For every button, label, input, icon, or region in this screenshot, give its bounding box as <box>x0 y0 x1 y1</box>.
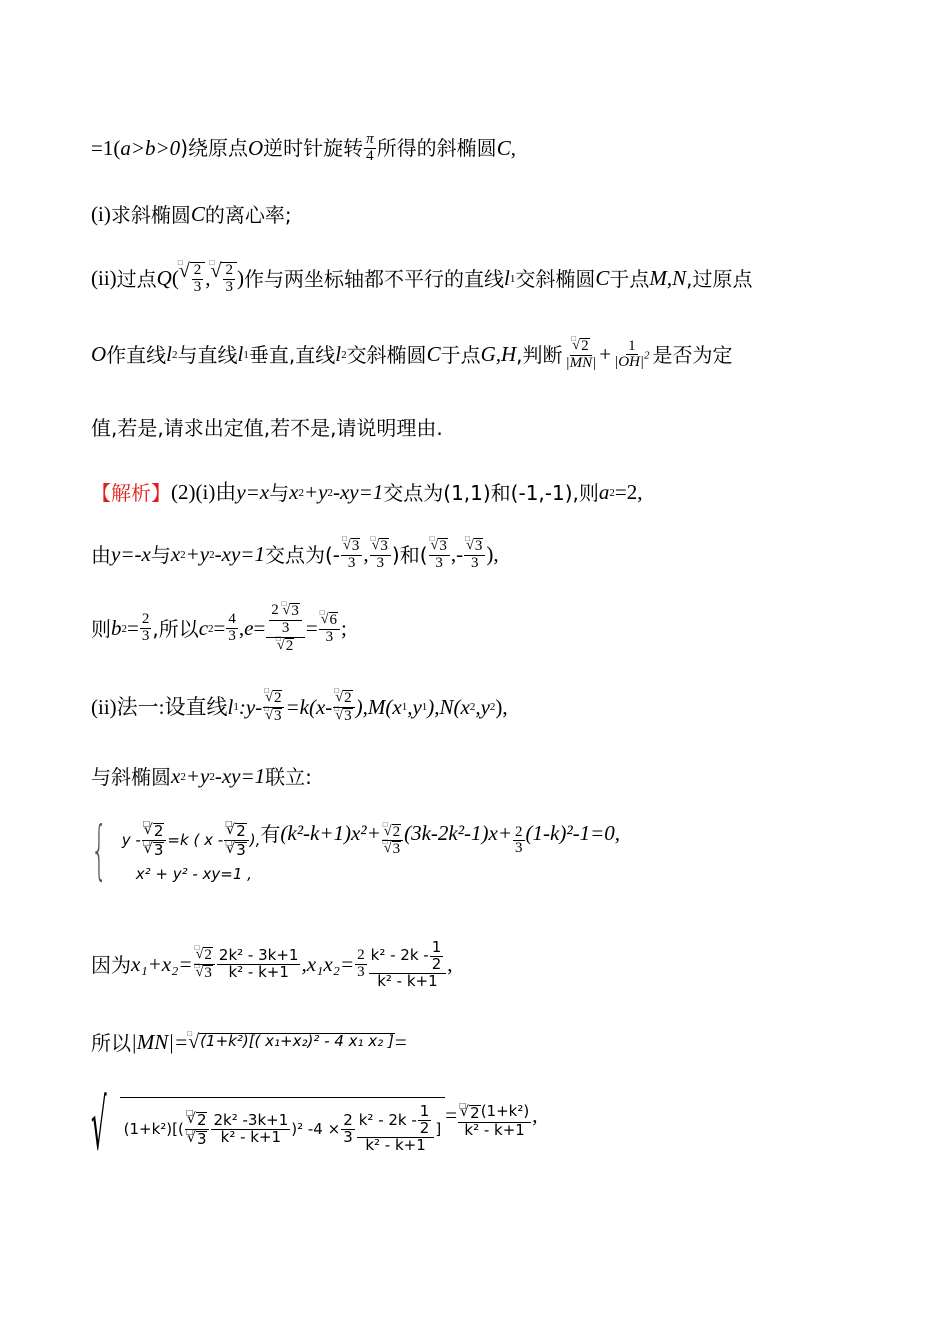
var-y: +y <box>185 764 210 788</box>
numerator: 2 <box>357 947 365 964</box>
fraction-sqrt2-over-MN <box>564 338 599 372</box>
fraction-2-over-3 <box>140 612 152 645</box>
text: =k ( x - <box>167 830 224 849</box>
fraction-4-over-3 <box>226 612 238 645</box>
sqrt-icon: □ √ 3 <box>226 842 247 859</box>
text: ,所以 <box>152 616 199 641</box>
equation: y=-x <box>111 542 151 567</box>
denominator: k² - k+1 <box>464 1121 525 1139</box>
comma-minus: ,- <box>450 542 464 567</box>
var-C: C <box>496 135 511 160</box>
equation: :y- <box>238 694 263 719</box>
text: 求斜椭圆 <box>110 202 191 227</box>
numerator: 2 <box>141 611 150 628</box>
numerator: 2 <box>193 262 202 278</box>
text: 作与两坐标轴都不平行的直线 <box>243 266 504 291</box>
denominator: 3 <box>470 554 479 571</box>
sqrt-icon: √ <box>91 1084 107 1166</box>
numerator <box>370 538 391 556</box>
text: = <box>394 1030 407 1054</box>
sqrt-icon: □ √ 3 <box>187 1131 208 1148</box>
solution-MN <box>91 1032 407 1053</box>
numerator: 2k² - 3k+1 <box>218 946 299 965</box>
denominator: 3 <box>193 278 202 295</box>
var-C: C <box>426 342 441 367</box>
text: ), <box>486 542 499 567</box>
numerator: 1 <box>431 938 442 956</box>
var-y: +y <box>185 542 210 567</box>
solution-final <box>91 1084 538 1166</box>
equation: ,y <box>475 694 490 719</box>
denominator <box>263 708 284 725</box>
text: )和( <box>391 542 428 567</box>
fraction-sqrt3-over-3 <box>429 538 450 572</box>
radicand: 2 <box>344 690 352 706</box>
text: (2)(i)由 <box>171 480 237 504</box>
sqrt-icon: □ √ 2 <box>277 638 294 655</box>
text: =1( <box>91 135 121 160</box>
text: 由 <box>91 542 111 567</box>
denominator: k² - k+1 <box>365 1135 426 1154</box>
denominator <box>333 708 354 725</box>
denominator: k² - k+1 <box>220 1127 282 1146</box>
fraction-sqrt2-over-sqrt3 <box>185 1111 210 1148</box>
fraction-sum <box>217 948 301 981</box>
superscript: 2 <box>644 349 650 362</box>
var-a: a <box>598 480 610 504</box>
inner-fraction <box>269 603 302 637</box>
var-y: +y <box>303 480 328 504</box>
text: )² -4 × <box>291 1119 341 1138</box>
sqrt-icon: □ √ $\frac{2}{3}$ <box>179 262 205 296</box>
text: (ii)法一:设直线 <box>91 694 228 719</box>
denominator <box>142 841 167 859</box>
sqrt-icon: □ √ 6 <box>321 612 338 629</box>
numerator: π <box>366 131 374 147</box>
denominator: 3 <box>281 619 290 636</box>
denominator: k² - k+1 <box>228 963 289 982</box>
sqrt-icon: □ √ 2 <box>572 338 589 355</box>
equation: (1-k)²-1=0, <box>525 821 621 846</box>
fraction-sqrt3-over-3 <box>370 538 391 572</box>
var-C: C <box>595 266 610 291</box>
denominator: 3 <box>141 628 150 645</box>
numerator: 2k² -3k+1 <box>213 1110 289 1129</box>
text: 交点为(- <box>264 542 340 567</box>
text: 是否为定 <box>652 342 733 367</box>
radicand: 6 <box>329 611 338 628</box>
fraction-pi-over-4 <box>364 132 376 165</box>
solution-label: 【解析】 <box>91 480 171 505</box>
var-Q: Q <box>156 266 172 291</box>
text: 作直线 <box>106 342 167 367</box>
text: 所以 <box>91 1030 131 1055</box>
equation: y=x <box>236 480 270 504</box>
denominator: 3 <box>435 554 443 571</box>
equals: = <box>127 616 139 641</box>
text: , <box>447 952 453 977</box>
radicand: (1+k²)[( x₁+x₂)² - 4 x₁ x₂ ] <box>200 1031 394 1050</box>
equation: =k(x- <box>285 694 333 719</box>
text: (1+k²) <box>480 1102 530 1121</box>
numerator <box>357 1104 435 1138</box>
plus: + <box>599 342 612 367</box>
var-l: l <box>335 342 342 367</box>
sqrt-icon: □ √ 3 <box>372 538 389 555</box>
equation: (k²-k+1)x²+ <box>280 821 381 846</box>
text: ,过原点 <box>686 266 753 291</box>
text: ), <box>249 830 261 849</box>
sqrt-icon: □ √ 3 <box>431 538 448 555</box>
equation: ),M(x <box>355 694 402 719</box>
denominator <box>275 638 296 655</box>
denominator <box>194 965 215 982</box>
half-fraction: $\frac{1}{2}$ <box>419 1102 430 1138</box>
half-fraction <box>430 940 444 973</box>
radicand: 3 <box>351 538 360 554</box>
numerator <box>570 338 591 356</box>
text: 与斜椭圆 <box>91 764 171 789</box>
numerator <box>341 538 362 556</box>
equation: ,y <box>407 694 422 719</box>
var-b: b <box>111 616 122 641</box>
text: 交斜椭圆 <box>346 342 427 367</box>
fraction-2-over-3 <box>513 825 525 858</box>
text: 与直线 <box>177 342 238 367</box>
equals: = <box>305 616 318 641</box>
text: 则 <box>91 616 111 641</box>
fraction-product <box>369 940 447 989</box>
system-row-1 <box>122 822 261 859</box>
radicand: 3 <box>273 707 282 724</box>
text: 交斜椭圆 <box>515 266 596 291</box>
radicand: 2 <box>581 338 589 354</box>
part-label: (ii) <box>91 266 117 291</box>
text: 的离心率; <box>204 202 292 227</box>
problem-part-i <box>91 204 292 225</box>
fraction-sqrt2-over-sqrt3 <box>142 822 167 859</box>
fraction-sqrt2-over-sqrt3 <box>333 690 354 725</box>
numerator <box>464 538 485 556</box>
numerator: 1 <box>628 337 636 354</box>
numerator: 4 <box>228 611 236 628</box>
fraction-product <box>357 1104 435 1153</box>
var-x: x <box>289 480 299 504</box>
denominator: 2 <box>431 954 442 973</box>
sqrt-icon: □ √ 3 <box>144 842 165 859</box>
fraction-sqrt2-over-sqrt3 <box>194 947 215 982</box>
sqrt-icon: □ √ 3 <box>384 841 401 858</box>
sqrt-icon: □ √ 2 <box>226 823 247 840</box>
problem-part-ii-line1: (ii) 过点 Q ( □ √ $\frac{2}{3}$ , □ √ $\frac{2}{3}$ ) 作与两坐标轴都不平行的直线 l 1 交斜椭圆 C 于点 M,N ,过原点 <box>91 262 752 296</box>
var-O: O <box>91 342 107 367</box>
radicand: 2 <box>285 637 294 654</box>
var-l: l <box>166 342 173 367</box>
denominator: 3 <box>325 628 334 645</box>
numerator: 2 <box>343 1110 353 1129</box>
numerator <box>269 603 302 621</box>
var-O: O <box>248 135 264 160</box>
text: ; <box>341 616 347 641</box>
sqrt-icon: □ √ 3 <box>283 603 300 620</box>
solution-line1: 【解析】 (2)(i)由 y=x 与 x 2 +y 2 -xy=1 交点为(1,1)和(-1,-1),则 a 2 =2, <box>91 480 643 505</box>
comma: , <box>205 266 211 291</box>
text: =2, <box>614 480 643 504</box>
problem-part-ii-line3: 值,若是,请求出定值,若不是,请说明理由. <box>91 416 443 440</box>
sqrt-icon: □ √ 2 <box>265 690 282 707</box>
text: , <box>510 135 516 160</box>
var-l: l <box>503 266 510 291</box>
fraction-sqrt6-over-3 <box>319 612 340 646</box>
denominator: 3 <box>347 554 356 571</box>
system-rows <box>122 822 261 882</box>
text: , <box>532 1103 538 1127</box>
text: 逆时针旋转 <box>263 136 364 161</box>
problem-part-ii-line2: O 作直线 l 2 与直线 l 1 垂直,直线 l 2 交斜椭圆 C 于点 G,H ,判断 □ √ 2 |MN| + $\frac{1}{|OH|^2}$ 是否为定 <box>91 338 733 372</box>
var-x: x <box>170 542 181 567</box>
text: 联立: <box>265 764 312 789</box>
sqrt-icon: □ √ 3 <box>466 538 483 555</box>
text: k² - 2k - <box>370 946 429 965</box>
denominator <box>612 349 651 371</box>
text: k² - 2k - <box>358 1110 417 1129</box>
equals: = <box>213 616 226 641</box>
solution-sum-product <box>91 940 453 989</box>
denominator: 3 <box>228 628 236 645</box>
equation-system <box>91 813 621 888</box>
var-GH: G,H <box>480 342 517 367</box>
text: )绕原点 <box>180 136 248 161</box>
text: 所得的斜椭圆 <box>376 136 497 161</box>
equation: -xy=1 <box>332 480 384 504</box>
denominator <box>224 841 249 859</box>
text: 有 <box>260 821 281 846</box>
text: 于点 <box>609 266 650 291</box>
numerator: 2 <box>515 823 523 840</box>
equals: = <box>445 1103 458 1127</box>
sqrt-icon: □ √ (1+k²)[( x₁+x₂)² - 4 x₁ x₂ ] <box>188 1033 395 1053</box>
text: 交点为(1,1)和(-1,-1),则 <box>383 480 599 505</box>
var-l: l <box>237 342 244 367</box>
var-l: l <box>227 694 234 719</box>
denominator: |MN| <box>565 354 597 371</box>
denominator: 3 <box>515 840 523 857</box>
sqrt-icon: □ √ 2 <box>384 824 401 841</box>
numerator <box>319 612 340 630</box>
numerator <box>429 538 450 556</box>
sqrt-icon: □ √ 2 <box>144 823 165 840</box>
fraction-sqrt2-over-sqrt3 <box>382 824 403 859</box>
paren-open: ( <box>171 266 179 291</box>
text: 垂直,直线 <box>248 342 336 367</box>
text: y - <box>121 830 141 849</box>
fraction-sqrt3-over-3 <box>341 538 362 572</box>
sqrt-icon: □ √ 3 <box>196 965 213 982</box>
sqrt-icon: □ √ $\frac{2}{3}$ <box>211 262 237 296</box>
denominator: 4 <box>366 147 374 164</box>
equals: = <box>253 616 266 641</box>
coef: 2 <box>271 602 279 618</box>
text: 于点 <box>440 342 481 367</box>
fraction-sum <box>211 1110 290 1146</box>
equation: ),N(x <box>427 694 470 719</box>
equation: |MN|= <box>131 1030 189 1054</box>
fraction-sqrt2-over-sqrt3 <box>224 822 249 859</box>
text: ] <box>435 1119 442 1138</box>
sqrt-icon: □ √ 2 <box>460 1105 481 1122</box>
text: 与 <box>150 542 171 567</box>
fraction-1-over-OH2 <box>612 339 651 372</box>
problem-intro-line <box>91 132 516 165</box>
denominator: 3 <box>357 964 365 981</box>
equation: -xy=1 <box>214 542 265 567</box>
equation: ), <box>495 694 508 719</box>
denominator: 3 <box>376 554 384 571</box>
denominator: 3 <box>225 278 233 295</box>
fraction-2-over-3 <box>355 948 367 981</box>
den-text: |OH| <box>614 354 645 371</box>
left-brace-icon: { <box>91 813 108 888</box>
system-row-2: x² + y² - xy=1 , <box>135 864 252 883</box>
fraction-2-over-3 <box>341 1110 355 1146</box>
var-c: c <box>198 616 209 641</box>
text: 过点 <box>116 266 157 291</box>
solution-line3: 则 b 2 = $\frac{2}{3}$ ,所以 c 2 = $\frac{4}{3}$ , e = 2 □ √ 3 3 □ √ 2 = □ √ 6 3 ; <box>91 603 347 654</box>
denominator: 3 <box>343 1127 353 1146</box>
part-label: (i) <box>91 202 111 226</box>
paren-close: ) <box>236 266 244 291</box>
radicand: 3 <box>380 538 388 554</box>
var-x: x <box>171 764 181 788</box>
numerator <box>369 940 447 974</box>
numerator <box>266 603 305 638</box>
solution-line5: 与斜椭圆 x 2 +y 2 -xy=1 联立: <box>91 764 312 789</box>
fraction <box>192 263 204 296</box>
text: 因为 <box>91 952 131 977</box>
equation: (3k-2k²-1)x+ <box>404 821 513 846</box>
comma: , <box>238 616 245 641</box>
radicand <box>120 1097 446 1153</box>
condition: a>b>0 <box>120 135 181 160</box>
sqrt-icon: □ √ 3 <box>343 538 360 555</box>
radicand: 2 <box>273 690 282 706</box>
sqrt-icon: □ √ 2 <box>335 690 352 707</box>
equation: x₁+x₂= <box>131 952 193 977</box>
denominator <box>382 841 403 858</box>
text: (1+k²)[( <box>123 1119 184 1138</box>
solution-line2: 由 y=-x 与 x 2 +y 2 -xy=1 交点为(- □ √ 3 3 , □ √ 3 3 )和( □ √ 3 3 ,- □ √ 3 3 ), <box>91 538 499 572</box>
radicand: 3 <box>474 538 483 554</box>
sqrt-icon: □ √ 3 <box>335 708 352 725</box>
radicand: 3 <box>439 538 447 554</box>
denominator <box>185 1130 210 1148</box>
sqrt-icon: □ √ 2 <box>196 947 213 964</box>
radicand: 3 <box>291 603 299 619</box>
var-e: e <box>244 616 254 641</box>
fraction-result <box>458 1104 531 1139</box>
fraction-eccentricity <box>266 603 305 654</box>
fraction-sqrt3-over-3 <box>464 538 485 572</box>
equation: ,x₁x₂= <box>301 952 355 977</box>
text: 与 <box>269 480 290 505</box>
sqrt-icon: □ √ 2 <box>187 1112 208 1129</box>
radicand: 3 <box>344 707 352 724</box>
fraction-sqrt2-over-sqrt3 <box>263 690 284 725</box>
sqrt-icon: □ √ 3 <box>265 708 282 725</box>
numerator: 2 <box>225 262 233 278</box>
var-C: C <box>190 202 205 226</box>
fraction <box>223 263 235 296</box>
comma: , <box>363 542 369 567</box>
equation: -xy=1 <box>214 764 266 788</box>
denominator: k² - k+1 <box>377 971 438 990</box>
text: ,判断 <box>516 342 563 367</box>
var-MN: M,N <box>649 266 687 291</box>
solution-line4: (ii)法一:设直线 l 1 :y- □ √ 2 □ √ 3 =k(x- □ √ 2 □ √ 3 ),M(x 1 ,y 1 ),N(x 2 ,y 2 ), <box>91 690 508 725</box>
